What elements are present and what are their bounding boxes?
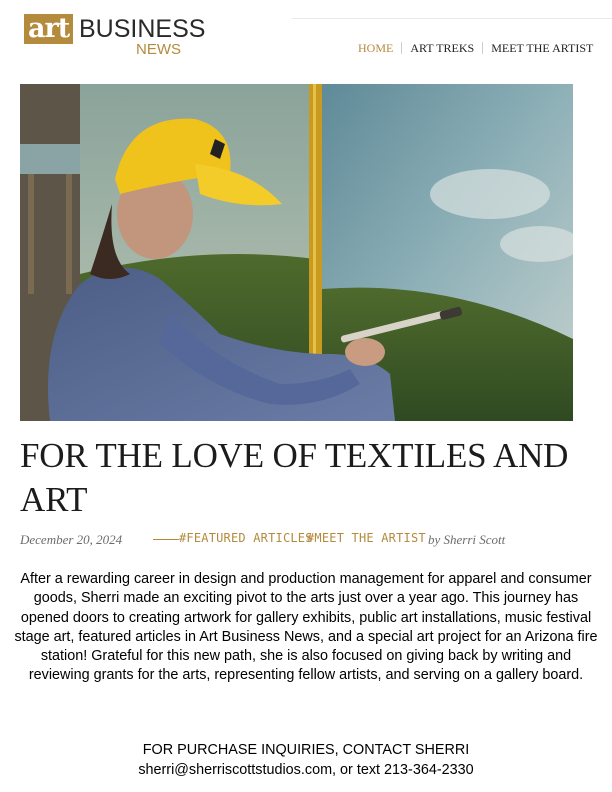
main-nav [350, 38, 601, 58]
tag-featured-articles-link[interactable]: #FEATURED ARTICLES [179, 531, 313, 545]
nav-home-link[interactable]: HOME [358, 41, 394, 55]
artist-painting-photo [20, 84, 573, 421]
contact-details[interactable]: sherri@sherriscottstudios.com, or text 213-364-2330 [138, 762, 474, 778]
article-title: FOR THE LOVE OF TEXTILES AND ART [20, 436, 569, 519]
article-byline[interactable]: by Sherri Scott [428, 532, 506, 547]
article-date: December 20, 2024 [20, 532, 123, 547]
article-body: After a rewarding career in design and production management for apparel and consumer goods, Sherri made an exciting pivot to the arts just over a year ago. This journey has opened doors to creating artwork for gallery exhibits, public art installations, music festival stage art, featured articles in Art Business News, and a special art project for an Arizona fire station! Grateful for this new path, she is also focused on giving back by writing and reviewing grants for the arts, representing fellow artists, and serving on a gallery board. [14, 571, 598, 684]
tag-meet-the-artist-link[interactable]: #MEET THE ARTIST [307, 531, 426, 545]
header-divider [292, 18, 612, 19]
nav-art-treks-link[interactable]: ART TREKS [410, 41, 475, 55]
logo-news-text: NEWS [136, 41, 181, 58]
logo-art-mark: art [24, 14, 73, 44]
meta-divider [153, 539, 179, 540]
hero-image [20, 84, 573, 421]
contact-heading: FOR PURCHASE INQUIRIES, CONTACT SHERRI [142, 742, 470, 758]
logo-business-text: BUSINESS [79, 15, 206, 43]
site-header [0, 0, 612, 70]
article-meta [20, 530, 600, 550]
nav-meet-the-artist-link[interactable]: MEET THE ARTIST [491, 41, 594, 55]
contact-block [0, 740, 612, 780]
site-logo[interactable] [24, 13, 206, 58]
